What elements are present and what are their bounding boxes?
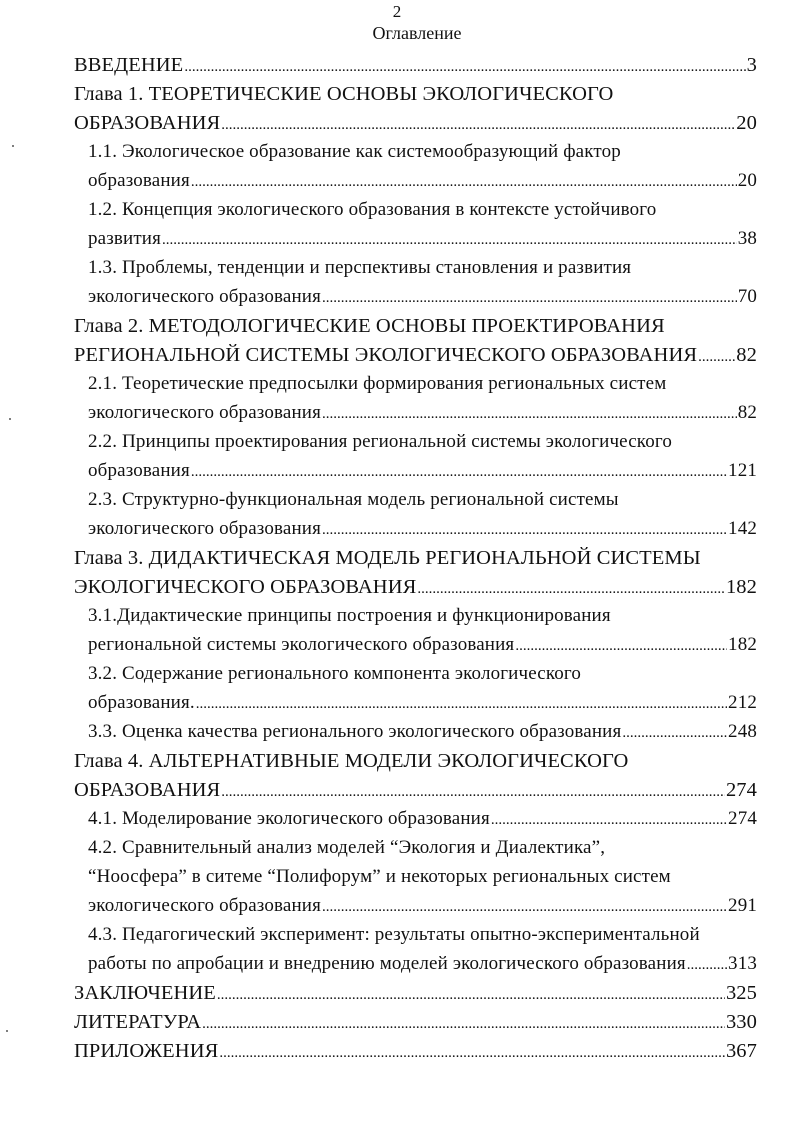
toc-page-number: 38 bbox=[737, 228, 757, 249]
toc-entry-text: Глава 3. ДИДАКТИЧЕСКАЯ МОДЕЛЬ РЕГИОНАЛЬНОЙ СИСТЕМЫ bbox=[74, 547, 701, 569]
toc-entry-text: 1.3. Проблемы, тенденции и перспективы становления и развития bbox=[88, 257, 632, 278]
toc-page-number: 82 bbox=[737, 402, 757, 423]
toc-page-number: 291 bbox=[728, 895, 757, 916]
toc-entry-text: Глава 1. ТЕОРЕТИЧЕСКИЕ ОСНОВЫ ЭКОЛОГИЧЕСКОГО bbox=[74, 83, 614, 105]
page-number: 2 bbox=[392, 2, 402, 21]
toc-entry-text: РЕГИОНАЛЬНОЙ СИСТЕМЫ ЭКОЛОГИЧЕСКОГО ОБРАЗОВАНИЯ bbox=[74, 344, 698, 366]
toc-page-number: 367 bbox=[725, 1040, 757, 1062]
dot-leader bbox=[322, 399, 737, 428]
toc-page-number: 82 bbox=[736, 344, 757, 366]
toc-entry-text: 2.1. Теоретические предпосылки формирования региональных систем bbox=[88, 373, 667, 394]
toc-entry-text: ЛИТЕРАТУРА bbox=[74, 1011, 202, 1033]
dot-leader bbox=[202, 1009, 725, 1037]
toc-page-number: 274 bbox=[728, 808, 757, 829]
toc-entry-text: региональной системы экологического образования bbox=[88, 634, 515, 655]
toc-entry-text: 3.1.Дидактические принципы построения и функционирования bbox=[88, 605, 611, 626]
toc-entry-text: 3.3. Оценка качества регионального экологического образования bbox=[88, 721, 622, 742]
toc-entry-text: 1.1. Экологическое образование как системообразующий фактор bbox=[88, 141, 621, 162]
toc-page-number: 121 bbox=[728, 460, 757, 481]
toc-page-number: 182 bbox=[728, 634, 757, 655]
toc-page-number: 274 bbox=[725, 779, 757, 801]
dot-leader bbox=[622, 718, 727, 747]
toc-entry-text: 3.2. Содержание регионального компонента экологического bbox=[88, 663, 582, 684]
toc-entry-text: 2.2. Принципы проектирования региональной системы экологического bbox=[88, 431, 672, 452]
toc-entry-text: образования bbox=[88, 460, 190, 481]
toc-page-number: 212 bbox=[728, 692, 757, 713]
toc-entry-text: ЗАКЛЮЧЕНИЕ bbox=[74, 982, 216, 1004]
toc-entry-text: ВВЕДЕНИЕ bbox=[74, 54, 184, 76]
toc-entry-text: экологического образования bbox=[88, 402, 321, 423]
toc-entry-text: Глава 2. МЕТОДОЛОГИЧЕСКИЕ ОСНОВЫ ПРОЕКТИРОВАНИЯ bbox=[74, 315, 665, 337]
dot-leader bbox=[698, 342, 735, 370]
dot-leader bbox=[219, 1038, 725, 1066]
dot-leader bbox=[515, 631, 727, 660]
dot-leader bbox=[322, 892, 727, 921]
toc-entry-text: 2.3. Структурно-функциональная модель региональной системы bbox=[88, 489, 619, 510]
toc-page-number: 248 bbox=[728, 721, 757, 742]
toc-page-number: 325 bbox=[725, 982, 757, 1004]
toc-entry-text: Глава 4. АЛЬТЕРНАТИВНЫЕ МОДЕЛИ ЭКОЛОГИЧЕСКОГО bbox=[74, 750, 629, 772]
dot-leader bbox=[687, 950, 727, 979]
dot-leader bbox=[191, 457, 727, 486]
dot-leader bbox=[417, 574, 725, 602]
toc-entry-text: ЭКОЛОГИЧЕСКОГО ОБРАЗОВАНИЯ bbox=[74, 576, 417, 598]
toc-entry-text: “Ноосфера” в ситеме “Полифорум” и некоторых региональных систем bbox=[88, 866, 671, 887]
dot-leader bbox=[491, 805, 727, 834]
toc-entry-text: развития bbox=[88, 228, 161, 249]
toc-page-number: 142 bbox=[728, 518, 757, 539]
dot-leader bbox=[184, 52, 745, 80]
toc-page-number: 20 bbox=[736, 112, 757, 134]
toc-entry-text: экологического образования bbox=[88, 286, 321, 307]
toc-entry-text: 4.3. Педагогический эксперимент: результаты опытно-экспериментальной bbox=[88, 924, 700, 945]
toc-entry-text: 4.2. Сравнительный анализ моделей “Экология и Диалектика”, bbox=[88, 837, 606, 858]
toc-page-number: 70 bbox=[737, 286, 757, 307]
toc-entry-text: образования bbox=[88, 170, 190, 191]
toc-entry-text: образования. bbox=[88, 692, 195, 713]
toc-entry-text: 1.2. Концепция экологического образования в контексте устойчивого bbox=[88, 199, 657, 220]
toc-entry-text: ПРИЛОЖЕНИЯ bbox=[74, 1040, 219, 1062]
toc-entry-text: работы по апробации и внедрению моделей экологического образования bbox=[88, 953, 686, 974]
toc-page-number: 182 bbox=[725, 576, 757, 598]
dot-leader bbox=[162, 225, 737, 254]
toc-entry-text: экологического образования bbox=[88, 518, 321, 539]
dot-leader bbox=[322, 283, 737, 312]
toc-entry-text: 4.1. Моделирование экологического образования bbox=[88, 808, 490, 829]
dot-leader bbox=[221, 777, 725, 805]
toc-entry-text: ОБРАЗОВАНИЯ bbox=[74, 112, 221, 134]
toc-page-number: 20 bbox=[737, 170, 757, 191]
toc-title: Оглавление bbox=[372, 23, 462, 43]
toc-page-number: 330 bbox=[725, 1011, 757, 1033]
dot-leader bbox=[221, 110, 735, 138]
dot-leader bbox=[191, 167, 737, 196]
toc-entry-text: экологического образования bbox=[88, 895, 321, 916]
toc-page-number: 313 bbox=[728, 953, 757, 974]
dot-leader bbox=[322, 515, 727, 544]
dot-leader bbox=[196, 689, 727, 718]
toc-page-number: 3 bbox=[746, 54, 757, 76]
toc-entry-text: ОБРАЗОВАНИЯ bbox=[74, 779, 221, 801]
dot-leader bbox=[217, 980, 725, 1008]
